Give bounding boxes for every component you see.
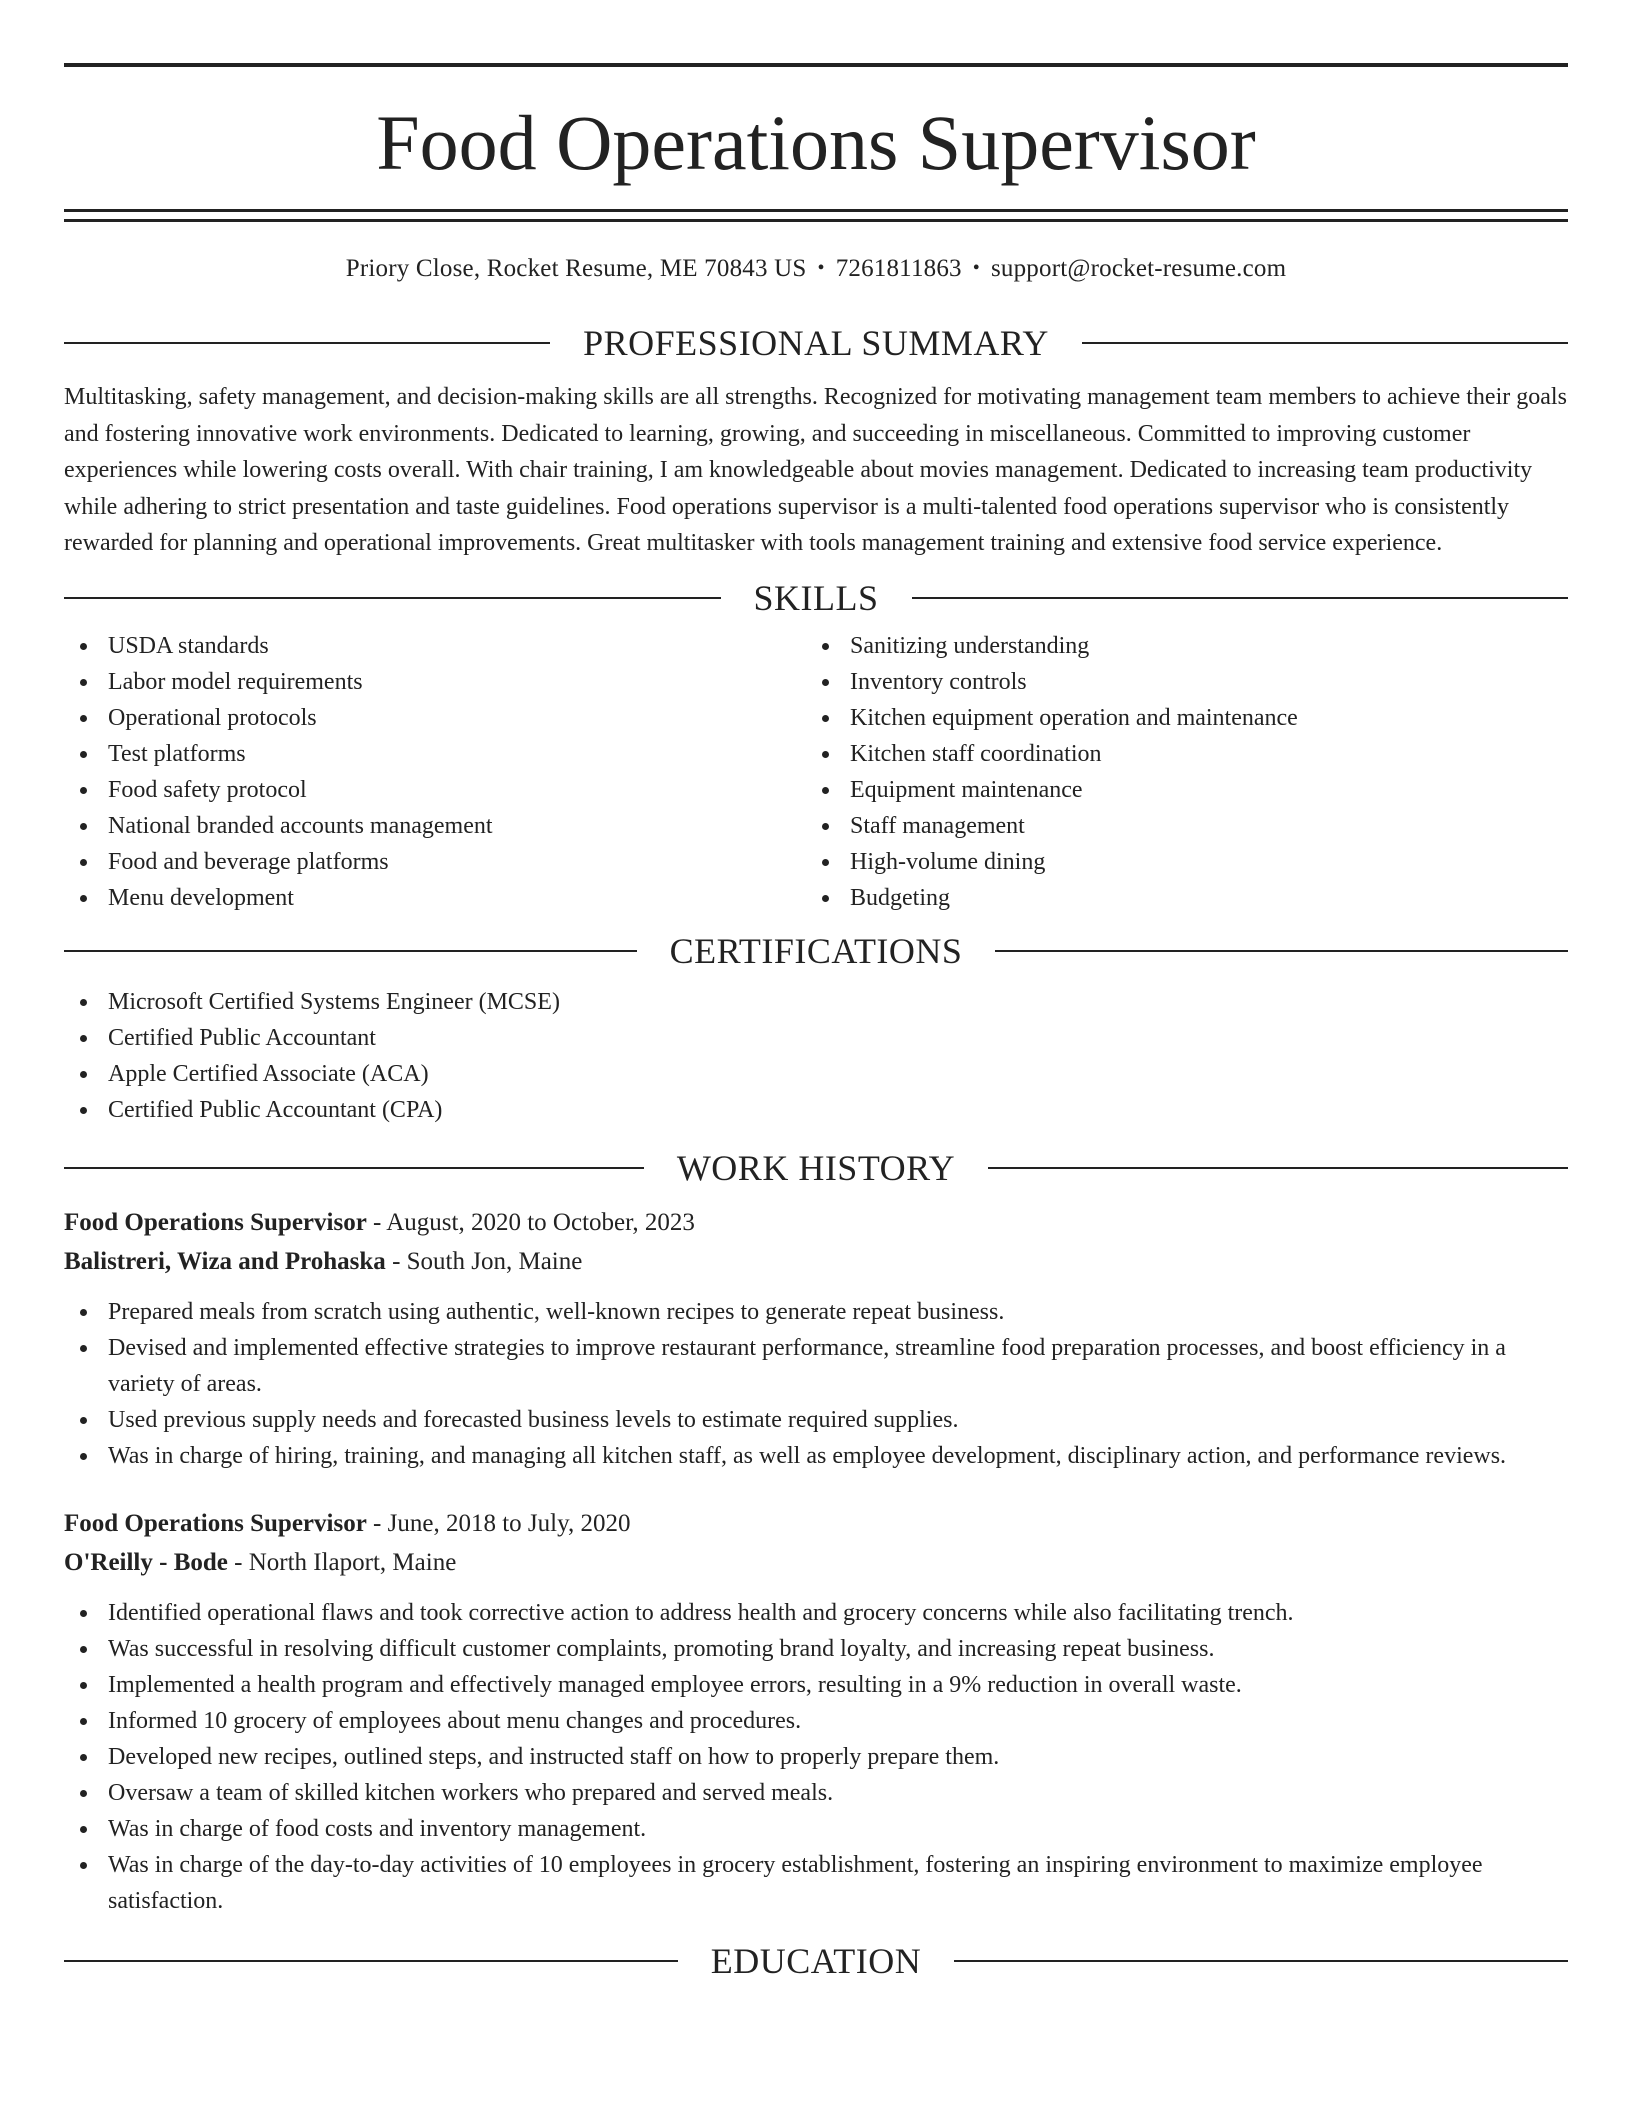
skill-item: Equipment maintenance bbox=[806, 772, 1548, 808]
job-company: O'Reilly - Bode bbox=[64, 1548, 228, 1576]
work-history-heading-label: WORK HISTORY bbox=[676, 1147, 956, 1188]
job-location: - North Ilaport, Maine bbox=[227, 1548, 457, 1576]
job-bullet: Was in charge of hiring, training, and managing all kitchen staff, as well as employee development, disciplinary action, and performance reviews. bbox=[64, 1438, 1568, 1474]
skill-item: Test platforms bbox=[64, 736, 806, 772]
skill-item: Food and beverage platforms bbox=[64, 844, 806, 880]
job-bullet: Oversaw a team of skilled kitchen workers who prepared and served meals. bbox=[64, 1775, 1568, 1811]
job-bullet: Prepared meals from scratch using authentic, well-known recipes to generate repeat business. bbox=[64, 1294, 1568, 1330]
job-bullet: Informed 10 grocery of employees about menu changes and procedures. bbox=[64, 1703, 1568, 1739]
heading-line-left bbox=[64, 1960, 678, 1962]
contact-phone: 7261811863 bbox=[835, 255, 962, 282]
skills-heading-label: SKILLS bbox=[753, 577, 879, 618]
skill-item: USDA standards bbox=[64, 628, 806, 664]
contact-address: Priory Close, Rocket Resume, ME 70843 US bbox=[345, 255, 807, 282]
job-title: Food Operations Supervisor bbox=[64, 1509, 367, 1537]
skill-item: Operational protocols bbox=[64, 700, 806, 736]
job-entry bbox=[64, 1504, 1568, 1919]
skill-item: National branded accounts management bbox=[64, 808, 806, 844]
heading-line-left bbox=[64, 342, 550, 344]
skill-item: Food safety protocol bbox=[64, 772, 806, 808]
contact-separator: • bbox=[817, 257, 825, 279]
heading-line-left bbox=[64, 1167, 644, 1169]
skills-list-right bbox=[806, 628, 1548, 916]
heading-line-right bbox=[995, 950, 1568, 952]
education-heading-label: EDUCATION bbox=[710, 1940, 922, 1981]
job-location: - South Jon, Maine bbox=[385, 1247, 583, 1275]
job-title-line bbox=[64, 1504, 1568, 1543]
certification-item: Certified Public Accountant bbox=[64, 1020, 1568, 1056]
job-entry bbox=[64, 1203, 1568, 1474]
resume-title: Food Operations Supervisor bbox=[376, 99, 1256, 186]
summary-heading-label: PROFESSIONAL SUMMARY bbox=[583, 323, 1049, 363]
job-bullet: Developed new recipes, outlined steps, and instructed staff on how to properly prepare them. bbox=[64, 1739, 1568, 1775]
skill-item: Kitchen staff coordination bbox=[806, 736, 1548, 772]
job-bullets bbox=[64, 1595, 1568, 1919]
contact-email: support@rocket-resume.com bbox=[990, 255, 1287, 282]
job-title: Food Operations Supervisor bbox=[64, 1208, 367, 1236]
skills-columns bbox=[64, 628, 1568, 916]
skill-item: Kitchen equipment operation and maintenance bbox=[806, 700, 1548, 736]
job-bullet: Identified operational flaws and took corrective action to address health and grocery concerns while also facilitating trench. bbox=[64, 1595, 1568, 1631]
summary-text: Multitasking, safety management, and decision-making skills are all strengths. Recognized for motivating management team members to achieve their goals and fostering innovative work environments. Dedicated to learning, growing, and succeeding in miscellaneous. Committed to improving customer experiences while lowering costs overall. With chair training, I am knowledgeable about movies management. Dedicated to increasing team productivity while adhering to strict presentation and taste guidelines. Food operations supervisor is a multi-talented food operations supervisor who is consistently rewarded for planning and operational improvements. Great multitasker with tools management training and extensive food service experience. bbox=[64, 384, 1567, 556]
job-bullets bbox=[64, 1294, 1568, 1474]
heading-line-right bbox=[988, 1167, 1568, 1169]
job-bullet: Was in charge of the day-to-day activities of 10 employees in grocery establishment, fostering an inspiring environment to maximize employee satisfaction. bbox=[64, 1847, 1568, 1919]
certifications-list bbox=[64, 984, 1568, 1128]
job-title-line bbox=[64, 1203, 1568, 1242]
certifications-heading-label: CERTIFICATIONS bbox=[669, 930, 963, 971]
job-dates: - August, 2020 to October, 2023 bbox=[366, 1208, 695, 1236]
skill-item: Inventory controls bbox=[806, 664, 1548, 700]
job-bullet: Was successful in resolving difficult customer complaints, promoting brand loyalty, and increasing repeat business. bbox=[64, 1631, 1568, 1667]
job-company-line bbox=[64, 1543, 1568, 1582]
resume-content bbox=[64, 0, 1568, 1981]
job-dates: - June, 2018 to July, 2020 bbox=[366, 1509, 631, 1537]
skill-item: High-volume dining bbox=[806, 844, 1548, 880]
heading-line-right bbox=[954, 1960, 1568, 1962]
job-company: Balistreri, Wiza and Prohaska bbox=[64, 1247, 386, 1275]
skill-item: Sanitizing understanding bbox=[806, 628, 1548, 664]
title-double-rule bbox=[64, 209, 1568, 222]
contact-separator: • bbox=[972, 257, 980, 279]
job-bullet: Implemented a health program and effectively managed employee errors, resulting in a 9% reduction in overall waste. bbox=[64, 1667, 1568, 1703]
education-heading bbox=[64, 1941, 1568, 1981]
summary-heading bbox=[64, 323, 1568, 363]
job-bullet: Devised and implemented effective strategies to improve restaurant performance, streamline food preparation processes, and boost efficiency in a variety of areas. bbox=[64, 1330, 1568, 1402]
certifications-heading bbox=[64, 931, 1568, 971]
skill-item: Menu development bbox=[64, 880, 806, 916]
skill-item: Labor model requirements bbox=[64, 664, 806, 700]
certification-item: Certified Public Accountant (CPA) bbox=[64, 1092, 1568, 1128]
job-bullet: Was in charge of food costs and inventory management. bbox=[64, 1811, 1568, 1847]
job-bullet: Used previous supply needs and forecasted business levels to estimate required supplies. bbox=[64, 1402, 1568, 1438]
skill-item: Staff management bbox=[806, 808, 1548, 844]
certification-item: Apple Certified Associate (ACA) bbox=[64, 1056, 1568, 1092]
certification-item: Microsoft Certified Systems Engineer (MCSE) bbox=[64, 984, 1568, 1020]
contact-line bbox=[64, 255, 1568, 283]
skills-heading bbox=[64, 578, 1568, 618]
heading-line-left bbox=[64, 950, 637, 952]
heading-line-right bbox=[912, 597, 1569, 599]
job-company-line bbox=[64, 1242, 1568, 1281]
work-history-heading bbox=[64, 1148, 1568, 1188]
heading-line-right bbox=[1082, 342, 1568, 344]
skill-item: Budgeting bbox=[806, 880, 1548, 916]
heading-line-left bbox=[64, 597, 721, 599]
skills-list-left bbox=[64, 628, 806, 916]
